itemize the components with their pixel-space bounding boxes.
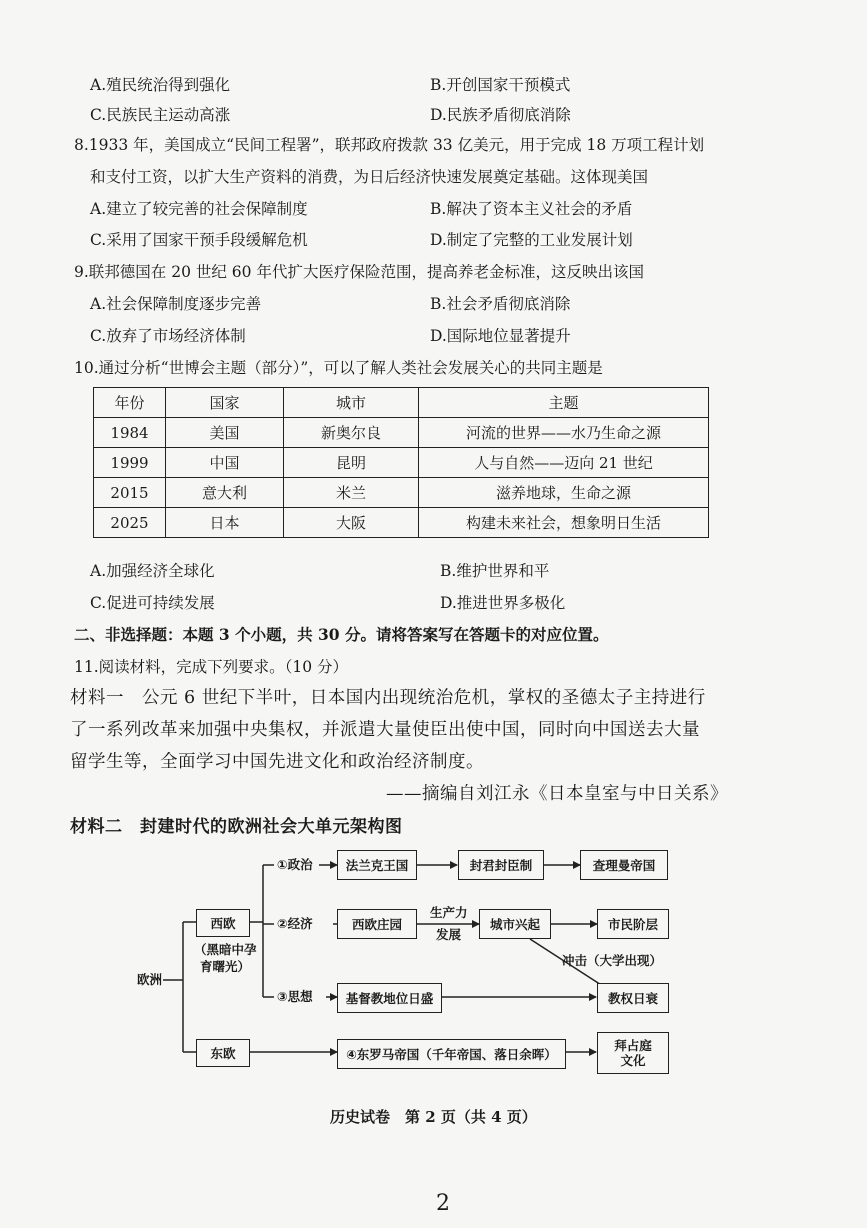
material1-source: ——摘编自刘江永《日本皇室与中日关系》 [386,784,728,804]
label-productivity-1: 生产力 [430,905,468,920]
q10-stem: 10.通过分析“世博会主题（部分）”，可以了解人类社会发展关心的共同主题是 [74,359,603,377]
table-header: 国家 [166,388,284,418]
table-cell: 意大利 [166,478,284,508]
node-charlemagne-empire: 查理曼帝国 [580,850,668,880]
q7-option-d: D.民族矛盾彻底消除 [430,106,571,124]
byzantine-culture-line2: 文化 [620,1053,646,1068]
branch-economy: ②经济 [277,916,313,931]
table-cell: 大阪 [284,508,419,538]
q10-option-c: C.促进可持续发展 [90,594,215,612]
table-cell: 1984 [94,418,166,448]
q11-stem: 11.阅读材料，完成下列要求。（10 分） [74,658,349,676]
material1-line2: 了一系列改革来加强中央集权，并派遣大量使臣出使中国，同时向中国送去大量 [70,720,700,740]
q8-option-b: B.解决了资本主义社会的矛盾 [430,200,633,218]
material2-title: 材料二 封建时代的欧洲社会大单元架构图 [70,817,403,837]
table-header: 城市 [284,388,419,418]
q8-option-c: C.采用了国家干预手段缓解危机 [90,231,308,249]
q10-option-d: D.推进世界多极化 [440,594,566,612]
table-cell: 2015 [94,478,166,508]
q10-option-a: A.加强经济全球化 [90,562,215,580]
q9-option-d: D.国际地位显著提升 [430,327,571,345]
table-header: 年份 [94,388,166,418]
table-header: 主题 [419,388,709,418]
q8-option-a: A.建立了较完善的社会保障制度 [90,200,308,218]
q7-option-b: B.开创国家干预模式 [430,76,571,94]
table-cell: 1999 [94,448,166,478]
node-feudal-system: 封君封臣制 [458,850,544,880]
node-papal-decline: 教权日衰 [597,983,669,1013]
section-heading: 二、非选择题：本题 3 个小题，共 30 分。请将答案写在答题卡的对应位置。 [74,625,609,644]
table-cell: 美国 [166,418,284,448]
byzantine-culture-line1: 拜占庭 [614,1038,652,1053]
q10-option-b: B.维护世界和平 [440,562,550,580]
q9-option-c: C.放弃了市场经济体制 [90,327,246,345]
west-note-line2: 育曙光） [200,959,251,974]
page-number: 2 [436,1191,450,1216]
table-cell: 2025 [94,508,166,538]
node-byzantine-culture [597,1032,669,1074]
node-frankish-kingdom: 法兰克王国 [337,850,417,880]
q8-stem-line1: 8.1933 年，美国成立“民间工程署”，联邦政府拨款 33 亿美元，用于完成 18 万项工程计划 [74,136,705,154]
label-impact: 冲击（大学出现） [562,953,663,968]
q9-stem: 9.联邦德国在 20 世纪 60 年代扩大医疗保险范围，提高养老金标准，这反映出该国 [74,263,644,281]
table-cell: 日本 [166,508,284,538]
branch-politics: ①政治 [277,857,313,872]
diagram-root-europe: 欧洲 [137,972,163,987]
q9-option-a: A.社会保障制度逐步完善 [90,295,262,313]
node-rise-of-cities: 城市兴起 [479,909,551,939]
node-eastern-europe: 东欧 [196,1039,250,1067]
material1-line3: 留学生等，全面学习中国先进文化和政治经济制度。 [70,752,484,772]
label-productivity-2: 发展 [436,927,462,942]
node-western-europe: 西欧 [196,909,250,937]
node-western-manor: 西欧庄园 [337,909,417,939]
table-cell: 昆明 [284,448,419,478]
material1-line1: 材料一 公元 6 世纪下半叶，日本国内出现统治危机，掌权的圣德太子主持进行 [70,688,706,708]
branch-thought: ③思想 [277,989,313,1004]
q8-option-d: D.制定了完整的工业发展计划 [430,231,633,249]
table-cell: 新奥尔良 [284,418,419,448]
table-cell: 滋养地球，生命之源 [419,478,709,508]
table-cell: 构建未来社会，想象明日生活 [419,508,709,538]
node-byzantine-empire: ④东罗马帝国（千年帝国、落日余晖） [337,1039,566,1069]
q7-option-c: C.民族民主运动高涨 [90,106,231,124]
table-cell: 中国 [166,448,284,478]
node-christianity: 基督教地位日盛 [337,983,442,1013]
q7-option-a: A.殖民统治得到强化 [90,76,231,94]
west-note-line1: （黑暗中孕 [194,942,257,957]
node-burgher-class: 市民阶层 [597,909,669,939]
q9-option-b: B.社会矛盾彻底消除 [430,295,571,313]
table-cell: 米兰 [284,478,419,508]
table-cell: 河流的世界——水乃生命之源 [419,418,709,448]
page-footer: 历史试卷 第 2 页（共 4 页） [330,1108,537,1126]
q8-stem-line2: 和支付工资，以扩大生产资料的消费，为日后经济快速发展奠定基础。这体现美国 [90,168,649,186]
table-cell: 人与自然——迈向 21 世纪 [419,448,709,478]
